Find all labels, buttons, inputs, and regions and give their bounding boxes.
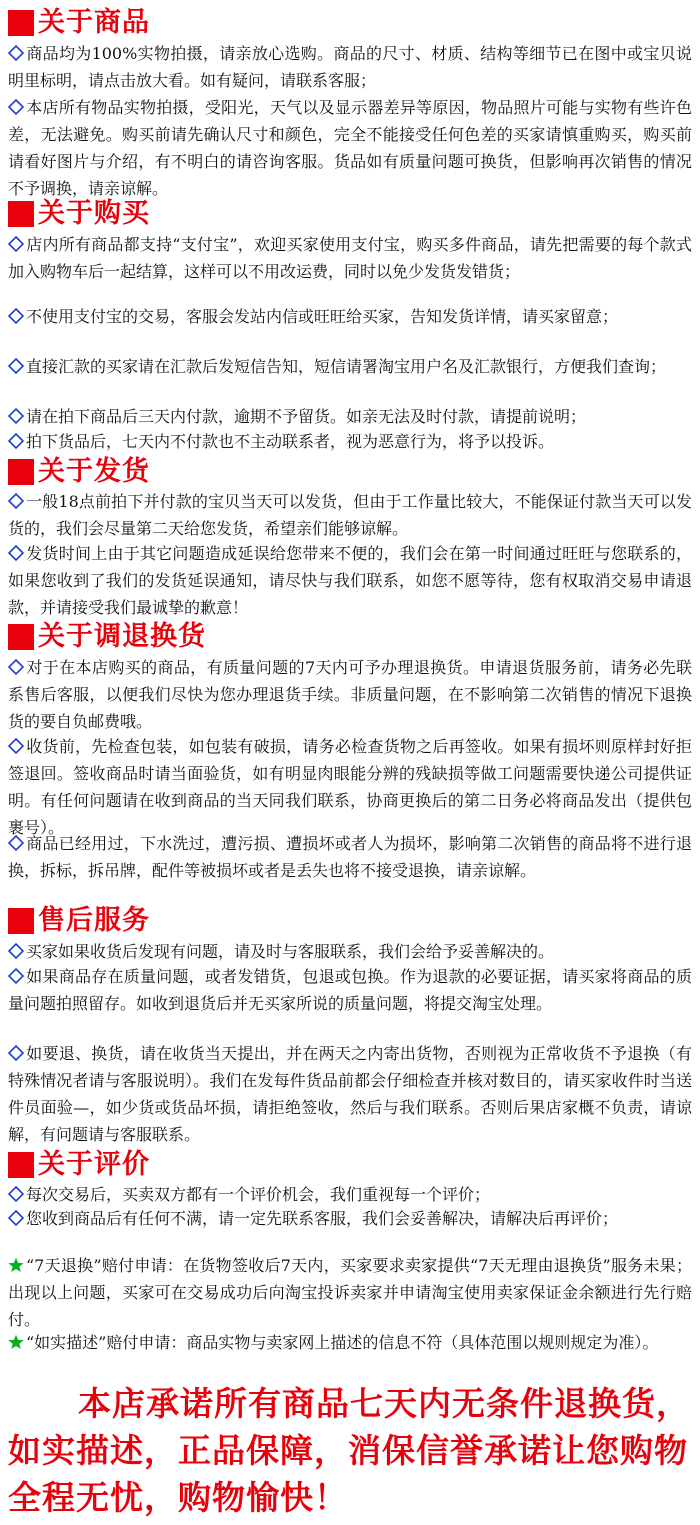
policy-item <box>8 938 692 965</box>
section-header-returns <box>8 621 206 653</box>
policy-item <box>8 428 692 455</box>
section-header-after-sales <box>8 905 150 937</box>
policy-item <box>8 353 692 380</box>
diamond-icon <box>8 408 24 424</box>
diamond-icon <box>8 236 24 252</box>
diamond-icon <box>8 1210 24 1226</box>
policy-item-text: 发货时间上由于其它问题造成延误给您带来不便的，我们会在第一时间通过旺旺与您联系的，如果您收到了我们的发货延误通知，请尽快与我们联系，如您不愿等待，您有权取消交易申请退款，并请接受我们最诚挚的歉意！ <box>8 544 692 617</box>
policy-item <box>8 1252 692 1333</box>
diamond-icon <box>8 545 24 561</box>
policy-item <box>8 1329 692 1356</box>
policy-item-text: 您收到商品后有任何不满，请一定先联系客服，我们会妥善解决，请解决后再评价； <box>26 1209 619 1228</box>
diamond-icon <box>8 308 24 324</box>
policy-item-text: 商品已经用过，下水洗过，遭污损、遭损坏或者人为损坏，影响第二次销售的商品将不进行退换，拆标，拆吊牌，配件等被损坏或者是丢失也将不接受退换，请亲谅解。 <box>8 834 692 880</box>
red-square-icon <box>8 908 34 934</box>
policy-item-text: “7天退换”赔付申请：在货物签收后7天内，买家要求卖家提供“7天无理由退换货”服务未果；出现以上问题，买家可在交易成功后向淘宝投诉卖家并申请淘宝使用卖家保证金余额进行先行赔付。 <box>8 1256 692 1329</box>
policy-item <box>8 303 692 330</box>
policy-item <box>8 733 692 841</box>
policy-item <box>8 830 692 884</box>
red-square-icon <box>8 624 34 650</box>
section-header-shipping <box>8 456 150 488</box>
policy-item-text: 请在拍下商品后三天内付款，逾期不予留货。如亲无法及时付款，请提前说明； <box>26 407 587 426</box>
diamond-icon <box>8 99 24 115</box>
diamond-icon <box>8 1045 24 1061</box>
diamond-icon <box>8 659 24 675</box>
policy-item <box>8 963 692 1017</box>
policy-item <box>8 488 692 542</box>
diamond-icon <box>8 738 24 754</box>
diamond-icon <box>8 968 24 984</box>
red-square-icon <box>8 459 34 485</box>
policy-item-text: “如实描述”赔付申请：商品实物与卖家网上描述的信息不符（具体范围以规则规定为准）。 <box>26 1333 659 1352</box>
policy-item-text: 如果商品存在质量问题，或者发错货，包退或包换。作为退款的必要证据，请买家将商品的质量问题拍照留存。如收到退货后并无买家所说的质量问题，将提交淘宝处理。 <box>8 967 692 1013</box>
policy-item <box>8 1205 692 1232</box>
policy-item <box>8 654 692 735</box>
section-title: 关于购买 <box>38 198 150 229</box>
policy-item-text: 每次交易后，买卖双方都有一个评价机会，我们重视每一个评价； <box>26 1185 491 1204</box>
diamond-icon <box>8 943 24 959</box>
policy-item <box>8 1040 692 1148</box>
policy-item <box>8 1181 692 1208</box>
store-pledge: 本店承诺所有商品七天内无条件退换货，如实描述，正品保障，消保信誉承诺让您购物全程无忧，购物愉快！ <box>8 1384 690 1517</box>
policy-item-text: 收货前，先检查包装，如包装有破损，请务必检查货物之后再签收。如果有损坏则原样封好拒签退回。签收商品时请当面验货，如有明显肉眼能分辨的残缺损等做工问题需要快递公司提供证明。有任何问题请在收到商品的当天同我们联系，协商更换后的第二日务必将商品发出（提供包裹号）。 <box>8 737 692 837</box>
policy-item-text: 拍下货品后，七天内不付款也不主动联系者，视为恶意行为，将予以投诉。 <box>26 432 555 451</box>
diamond-icon <box>8 358 24 374</box>
diamond-icon <box>8 45 24 61</box>
diamond-icon <box>8 835 24 851</box>
red-square-icon <box>8 10 34 36</box>
policy-item <box>8 540 692 621</box>
diamond-icon <box>8 493 24 509</box>
policy-item <box>8 94 692 202</box>
diamond-icon <box>8 1186 24 1202</box>
policy-item-text: 本店所有物品实物拍摄，受阳光，天气以及显示器差异等原因，物品照片可能与实物有些许色差，无法避免。购买前请先确认尺寸和颜色，完全不能接受任何色差的买家请慎重购买，购买前请看好图片与介绍，有不明白的请咨询客服。货品如有质量问题可换货，但影响再次销售的情况不予调换，请亲谅解。 <box>8 98 692 198</box>
star-icon <box>8 1334 24 1350</box>
section-header-purchase <box>8 198 150 230</box>
red-square-icon <box>8 1152 34 1178</box>
diamond-icon <box>8 433 24 449</box>
section-title: 关于调退换货 <box>38 621 206 652</box>
policy-item-text: 不使用支付宝的交易，客服会发站内信或旺旺给买家，告知发货详情，请买家留意； <box>26 307 619 326</box>
policy-item <box>8 231 692 285</box>
policy-item-text: 一般18点前拍下并付款的宝贝当天可以发货，但由于工作量比较大，不能保证付款当天可以发货的，我们会尽量第二天给您发货，希望亲们能够谅解。 <box>8 492 692 538</box>
policy-item-text: 店内所有商品都支持“支付宝”，欢迎买家使用支付宝，购买多件商品，请先把需要的每个款式加入购物车后一起结算，这样可以不用改运费，同时以免少发货发错货； <box>8 235 692 281</box>
section-title: 售后服务 <box>38 905 150 936</box>
section-title: 关于发货 <box>38 456 150 487</box>
red-square-icon <box>8 201 34 227</box>
section-header-product <box>8 7 150 39</box>
policy-item-text: 买家如果收货后发现有问题，请及时与客服联系，我们会给予妥善解决的。 <box>26 942 555 961</box>
section-header-reviews <box>8 1149 150 1181</box>
policy-item <box>8 403 692 430</box>
section-title: 关于评价 <box>38 1149 150 1180</box>
policy-item-text: 如要退、换货，请在收货当天提出，并在两天之内寄出货物，否则视为正常收货不予退换（有特殊情况者请与客服说明）。我们在发每件货品前都会仔细检查并核对数目的，请买家收件时当送件员面验—，如少货或货品坏损，请拒绝签收，然后与我们联系。否则后果店家概不负责，请谅解，有问题请与客服联系。 <box>8 1044 692 1144</box>
policy-item <box>8 40 692 94</box>
section-title: 关于商品 <box>38 7 150 38</box>
star-icon <box>8 1257 24 1273</box>
policy-item-text: 商品均为100%实物拍摄，请亲放心选购。商品的尺寸、材质、结构等细节已在图中或宝贝说明里标明，请点击放大看。如有疑问，请联系客服； <box>8 44 692 90</box>
policy-item-text: 直接汇款的买家请在汇款后发短信告知，短信请署淘宝用户名及汇款银行，方便我们查询； <box>26 357 667 376</box>
policy-item-text: 对于在本店购买的商品，有质量问题的7天内可予办理退换货。申请退货服务前，请务必先联系售后客服，以便我们尽快为您办理退货手续。非质量问题，在不影响第二次销售的情况下退换货的要自负邮费哦。 <box>8 658 692 731</box>
